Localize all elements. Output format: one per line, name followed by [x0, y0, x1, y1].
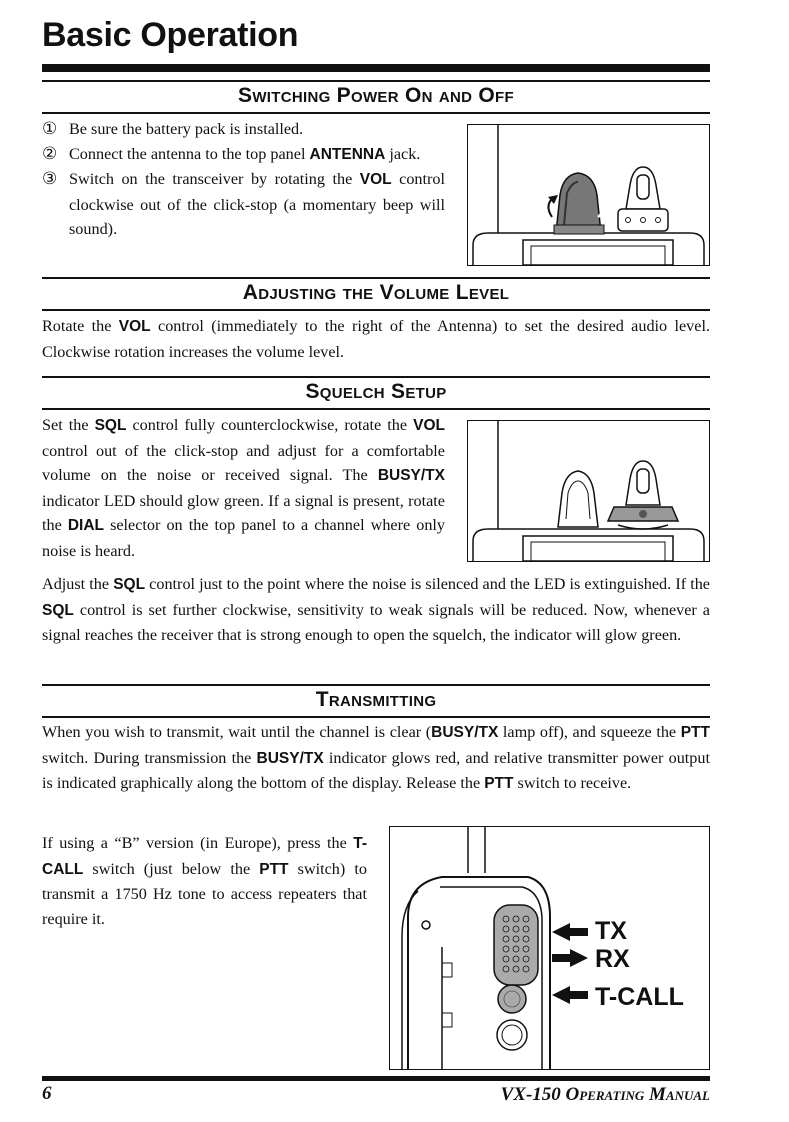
- arrow-right-icon: [552, 949, 588, 967]
- transmitting-paragraph-1: When you wish to transmit, wait until the channel is clear (BUSY/TX lamp off), and squeeze the PTT switch. During transmission the BUSY/TX indicator glows red, and relative transmitter power output is indicated graphically along the bottom of the display. Release the PTT switch to receive.: [42, 723, 710, 792]
- footer-rule: [42, 1076, 710, 1081]
- figure-radio-side: [389, 826, 710, 1070]
- list-item: ① Be sure the battery pack is installed.: [42, 117, 445, 142]
- label-rx: RX: [595, 945, 630, 973]
- section-title-volume: Adjusting the Volume Level: [242, 281, 510, 304]
- arrow-left-icon: [552, 986, 588, 1004]
- figure-power-knobs: [467, 124, 710, 266]
- section-title-transmitting: Transmitting: [315, 688, 437, 711]
- volume-paragraph: Rotate the VOL control (immediately to the right of the Antenna) to set the desired audio level. Clockwise rotation increases the volume level.: [42, 317, 710, 361]
- radio-top-illustration: [468, 421, 709, 561]
- radio-top-illustration: [468, 125, 709, 265]
- manual-title: VX-150 Operating Manual: [500, 1084, 710, 1105]
- squelch-paragraph-2: Adjust the SQL control just to the point where the noise is silenced and the LED is extinguished. If the SQL control is set further clockwise, sensitivity to weak signals will be reduced. Now, whenever a signal reaches the receiver that is strong enough to open the squelch, the indicator will glow green.: [42, 575, 710, 644]
- squelch-paragraph-1: Set the SQL control fully counterclockwise, rotate the VOL control out of the click-stop and adjust for a comfortable volume on the noise or received signal. The BUSY/TX indicator LED should glow green. If a signal is present, rotate the DIAL selector on the top panel to a channel where only noise is heard.: [42, 416, 446, 560]
- section-rule: [42, 716, 710, 718]
- step-number: ①: [42, 119, 58, 138]
- step-number: ③: [42, 169, 58, 188]
- section-rule: [42, 277, 710, 279]
- step-number: ②: [42, 143, 58, 163]
- label-tx: TX: [595, 917, 627, 945]
- arrow-left-icon: [552, 923, 588, 941]
- section-rule: [42, 684, 710, 686]
- section-rule: [42, 112, 710, 114]
- section-rule: [42, 80, 710, 82]
- transmitting-paragraph-2: If using a “B” version (in Europe), press the T-CALL switch (just below the PTT switch) to transmit a 1750 Hz tone to access repeaters that require it.: [42, 834, 367, 928]
- page-title: Basic Operation: [42, 16, 299, 54]
- section-rule: [42, 408, 710, 410]
- section-rule: [42, 376, 710, 378]
- section-title-squelch: Squelch Setup: [305, 380, 447, 403]
- section-title-power: Switching Power On and Off: [238, 84, 514, 107]
- section-rule: [42, 309, 710, 311]
- figure-squelch-knobs: [467, 420, 710, 562]
- list-item: ③ Switch on the transceiver by rotating the VOL control clockwise out of the click-stop (a momentary beep will sound).: [42, 169, 445, 238]
- radio-side-illustration: [390, 827, 709, 1069]
- list-item: ② Connect the antenna to the top panel ANTENNA jack.: [42, 142, 445, 168]
- power-steps-list: [42, 117, 445, 242]
- title-rule: [42, 64, 710, 72]
- label-tcall: T-CALL: [595, 983, 684, 1011]
- page-number: 6: [42, 1083, 52, 1104]
